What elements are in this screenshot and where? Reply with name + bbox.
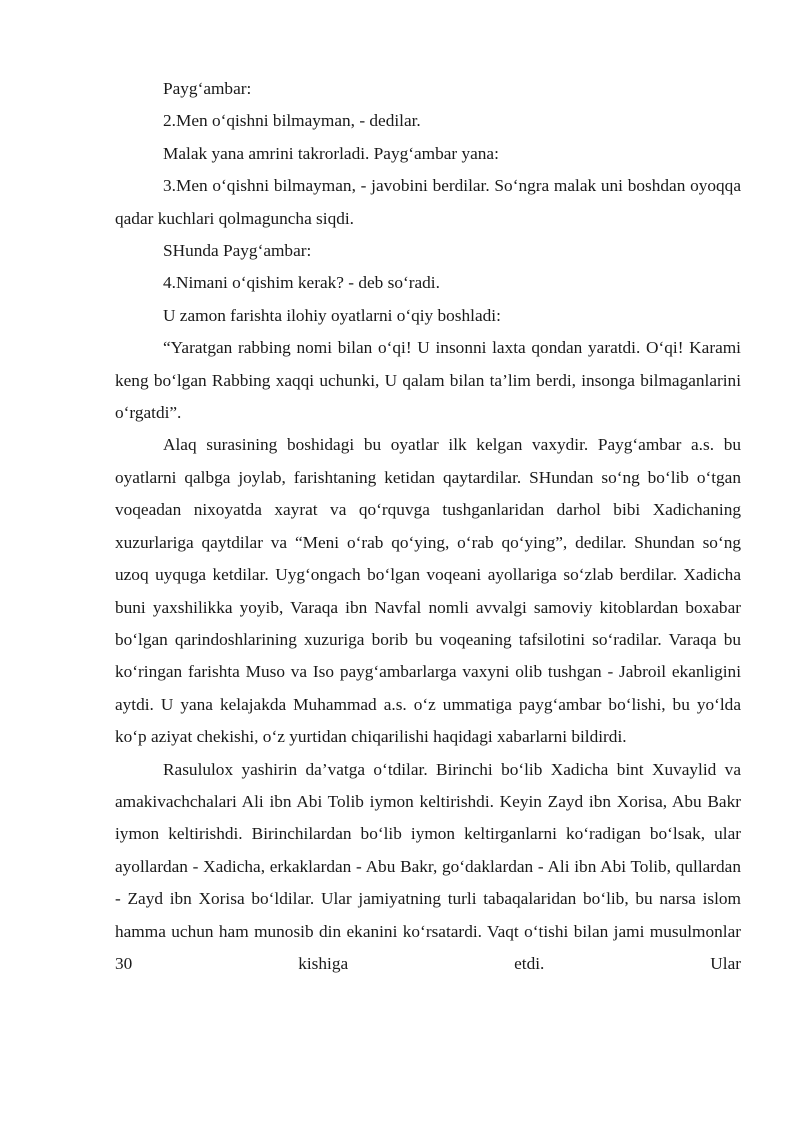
paragraph-10: Rasululox yashirin da’vatga o‘tdilar. Birinchi bo‘lib Xadicha bint Xuvaylid va amakivachchalari Ali ibn Abi Tolib iymon keltirishdi. Keyin Zayd ibn Xorisa, Abu Bakr iymon keltirishdi. Birinchilardan bo‘lib iymon keltirganlarni ko‘radigan bo‘lsak, ular ayollardan - Xadicha, erkaklardan - Abu Bakr, go‘daklardan - Ali ibn Abi Tolib, qullardan - Zayd ibn Xorisa bo‘ldilar. Ular jamiyatning turli tabaqalaridan bo‘lib, bu narsa islom hamma uchun ham munosib din ekanini ko‘rsatardi. Vaqt o‘tishi bilan jami musulmonlar 30 kishiga etdi. Ular xyxy=(115,759,741,973)
paragraph-7: U zamon farishta ilohiy oyatlarni o‘qiy boshladi: xyxy=(163,305,501,325)
paragraph-9: Alaq surasining boshidagi bu oyatlar ilk kelgan vaxydir. Payg‘ambar a.s. bu oyatlarni qalbga joylab, farishtaning ketidan qaytardilar. SHundan so‘ng bo‘lib o‘tgan voqeadan nixoyatda xayrat va qo‘rquvga tushganlaridan darhol bibi Xadichaning xuzurlariga qaytdilar va “Meni o‘rab qo‘ying, o‘rab qo‘ying”, dedilar. Shundan so‘ng uzoq uyquga ketdilar. Uyg‘ongach bo‘lgan voqeani ayollariga so‘zlab berdilar. Xadicha buni yaxshilikka yoyib, Varaqa ibn Navfal nomli avvalgi samoviy kitoblardan boxabar bo‘lgan qarindoshlarining xuzuriga borib bu voqeaning tafsilotini so‘radilar. Varaqa bu ko‘ringan farishta Muso va Iso payg‘ambarlarga vaxyni olib tushgan - Jabroil ekanligini aytdi. U yana kelajakda Muhammad a.s. o‘z ummatiga payg‘ambar bo‘lishi, bu yo‘lda ko‘p aziyat chekishi, o‘z yurtidan chiqarilishi haqidagi xabarlarni bildirdi. xyxy=(115,435,741,747)
paragraph-1: Payg‘ambar: xyxy=(163,79,252,98)
paragraph-8: “Yaratgan rabbing nomi bilan o‘qi! U insonni laxta qondan yaratdi. O‘qi! Karami keng bo‘lgan Rabbing xaqqi uchunki, U qalam bilan ta’lim berdi, insonga bilmaganlarini o‘rgatdi”. xyxy=(115,338,741,423)
paragraph-5: SHunda Payg‘ambar: xyxy=(163,241,312,261)
paragraph-2: 2.Men o‘qishni bilmayman, - dedilar. xyxy=(163,111,421,131)
paragraph-4: 3.Men o‘qishni bilmayman, - javobini berdilar. So‘ngra malak uni boshdan oyoqqa qadar kuchlari qolmaguncha siqdi. xyxy=(115,176,741,228)
document-page xyxy=(115,73,741,980)
paragraph-3: Malak yana amrini takrorladi. Payg‘ambar yana: xyxy=(163,143,499,163)
paragraph-6: 4.Nimani o‘qishim kerak? - deb so‘radi. xyxy=(163,273,440,293)
